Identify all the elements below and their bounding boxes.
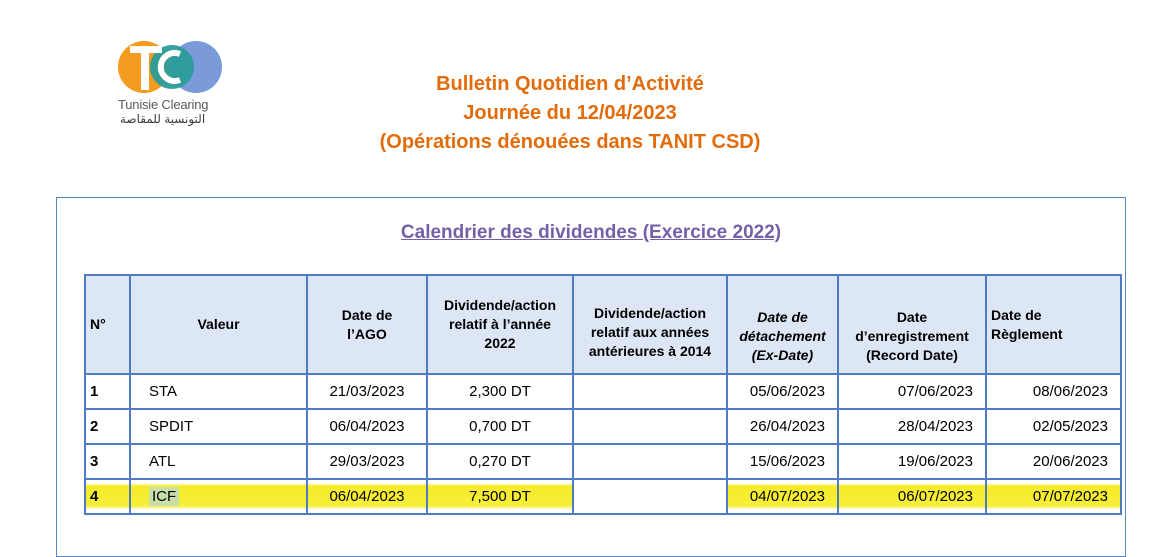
cell-ex-date: 04/07/2023 — [727, 479, 838, 514]
logo-name-ar: التونسية للمقاصة — [120, 112, 206, 126]
header-dividende-2022: Dividende/action relatif à l’année 2022 — [427, 275, 573, 374]
logo-circles-icon — [118, 40, 222, 94]
cell-dividende-anterieur — [573, 479, 727, 514]
cell-reglement: 08/06/2023 — [986, 374, 1121, 409]
cell-ago: 21/03/2023 — [307, 374, 427, 409]
header-valeur: Valeur — [130, 275, 307, 374]
cell-valeur: SPDIT — [130, 409, 307, 444]
header-date-reglement: Date de Règlement — [986, 275, 1121, 374]
table-row — [85, 374, 1121, 409]
cell-dividende-anterieur — [573, 444, 727, 479]
table-row-highlighted — [85, 479, 1121, 514]
cell-ex-date: 05/06/2023 — [727, 374, 838, 409]
header-n: N° — [85, 275, 130, 374]
cell-record-date: 07/06/2023 — [838, 374, 986, 409]
header-line-3: (Opérations dénouées dans TANIT CSD) — [379, 131, 761, 153]
table-header-row — [85, 275, 1121, 374]
cell-dividende: 0,700 DT — [427, 409, 573, 444]
icf-selected-text: ICF — [149, 487, 179, 506]
cell-ex-date: 26/04/2023 — [727, 409, 838, 444]
cell-ex-date: 15/06/2023 — [727, 444, 838, 479]
cell-reglement: 20/06/2023 — [986, 444, 1121, 479]
header-date-detachement: Date de détachement (Ex-Date) — [727, 275, 838, 374]
tunisie-clearing-logo — [112, 40, 232, 130]
cell-n: 3 — [85, 444, 130, 479]
cell-dividende: 7,500 DT — [427, 479, 573, 514]
cell-reglement: 02/05/2023 — [986, 409, 1121, 444]
cell-dividende-anterieur — [573, 409, 727, 444]
cell-n: 1 — [85, 374, 130, 409]
cell-valeur: ATL — [130, 444, 307, 479]
cell-ago: 06/04/2023 — [307, 479, 427, 514]
header-dividende-anterieures: Dividende/action relatif aux années antérieures à 2014 — [573, 275, 727, 374]
cell-dividende-anterieur — [573, 374, 727, 409]
cell-record-date: 28/04/2023 — [838, 409, 986, 444]
header-line-2: Journée du 12/04/2023 — [463, 102, 677, 124]
cell-n: 4 — [85, 479, 130, 514]
table-row — [85, 444, 1121, 479]
logo-name-fr: Tunisie Clearing — [118, 97, 209, 112]
cell-reglement: 07/07/2023 — [986, 479, 1121, 514]
calendar-title: Calendrier des dividendes (Exercice 2022) — [400, 222, 782, 243]
bulletin-header — [300, 70, 840, 157]
cell-ago: 06/04/2023 — [307, 409, 427, 444]
cell-record-date: 19/06/2023 — [838, 444, 986, 479]
header-date-enregistrement: Date d’enregistrement (Record Date) — [838, 275, 986, 374]
cell-valeur: STA — [130, 374, 307, 409]
cell-dividende: 2,300 DT — [427, 374, 573, 409]
header-line-1: Bulletin Quotidien d’Activité — [436, 73, 704, 95]
table-row — [85, 409, 1121, 444]
cell-record-date: 06/07/2023 — [838, 479, 986, 514]
cell-n: 2 — [85, 409, 130, 444]
cell-valeur — [130, 479, 307, 514]
cell-ago: 29/03/2023 — [307, 444, 427, 479]
header-date-ago: Date de l’AGO — [307, 275, 427, 374]
dividend-table — [84, 274, 1122, 515]
cell-dividende: 0,270 DT — [427, 444, 573, 479]
